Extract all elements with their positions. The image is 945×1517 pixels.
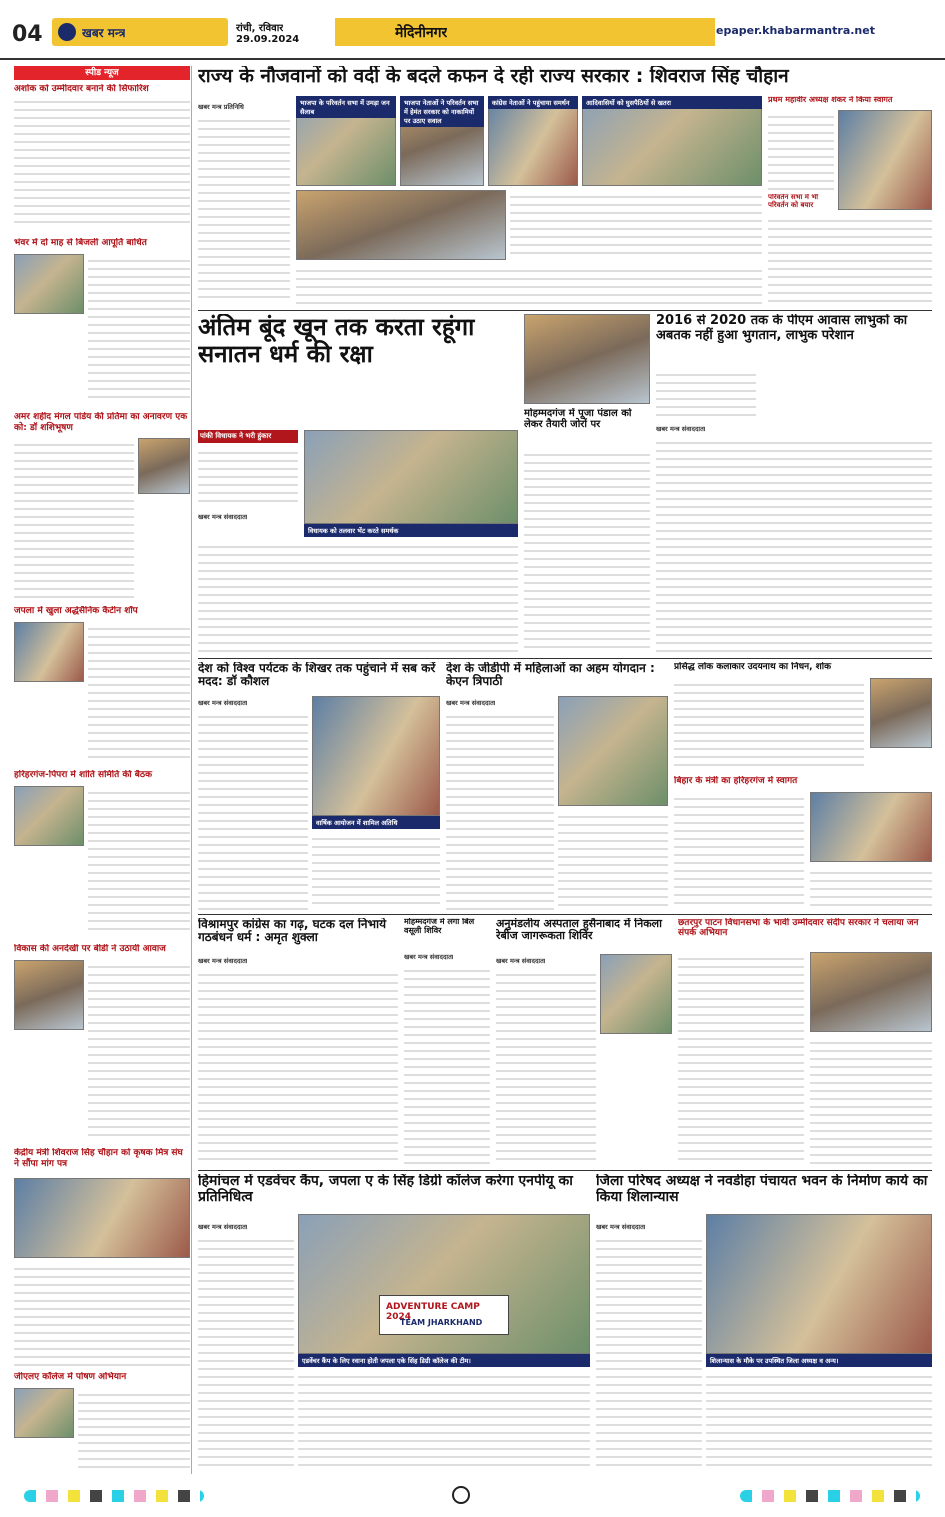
- story10-byline: खबर मन्त्र संवाददाता: [404, 953, 454, 961]
- sidebar-body: [78, 1388, 190, 1472]
- story5-body: [198, 710, 308, 910]
- story11-photo: [600, 954, 672, 1034]
- lead-side-photo: [838, 110, 932, 210]
- lead-side-body-2: [768, 214, 932, 304]
- story11-body: [496, 968, 596, 1166]
- story4-body: [656, 436, 932, 652]
- sidebar-title: हरिहरगंज-पिपरा में शांति समिति की बैठक: [14, 770, 153, 780]
- sidebar-story-4: [14, 606, 190, 766]
- story7-headline: प्रसिद्ध लोक कलाकार उदयनाथ का निधन, शोक: [674, 662, 832, 672]
- story14-byline: खबर मन्त्र संवाददाता: [596, 1223, 646, 1231]
- camp-banner-title: ADVENTURE CAMP 2024: [386, 1302, 480, 1322]
- story-bihar-minister: [674, 776, 932, 912]
- story-artist-death: [674, 662, 932, 772]
- sidebar-photo: [14, 786, 84, 846]
- lead-caption-2: भाजपा नेताओं ने परिवर्तन सभा में हेमंत सरकार को नाकामियों पर उठाए सवाल: [400, 96, 484, 127]
- story2-body: [198, 540, 518, 652]
- story2-photo: [304, 430, 518, 524]
- story3-headline: मोहम्मदगंज में पूजा पंडाल को लेकर तैयारी जोरों पर: [524, 408, 632, 431]
- story2-byline: खबर मन्त्र संवाददाता: [198, 513, 248, 521]
- story11-byline: खबर मन्त्र संवाददाता: [496, 957, 546, 965]
- sidebar-story-3: [14, 412, 190, 602]
- story9-byline: खबर मन्त्र संवाददाता: [198, 957, 248, 965]
- story13-photo: [298, 1214, 590, 1354]
- story6-photo: [558, 696, 668, 806]
- story5-byline: खबर मन्त्र संवाददाता: [198, 699, 248, 707]
- sidebar-photo: [14, 960, 84, 1030]
- camp-banner: [379, 1295, 509, 1335]
- story6-byline: खबर मन्त्र संवाददाता: [446, 699, 496, 707]
- lead-headline: राज्य के नौजवानों को वर्दी के बदले कफन दे रही राज्य सरकार : शिवराज सिंह चौहान: [198, 66, 789, 87]
- sidebar-photo: [138, 438, 190, 494]
- divider: [198, 310, 932, 311]
- story-puja-pandal: [524, 314, 650, 654]
- brand-bar: [52, 18, 228, 46]
- story2-caption: विधायक को तलवार भेंट करते समर्थक: [304, 524, 518, 537]
- color-dots-left: [24, 1490, 204, 1502]
- story11-headline: अनुमंडलीय अस्पताल हुसैनाबाद में निकला रेबीज जागरूकता शिविर: [496, 918, 662, 943]
- sidebar-body: [88, 960, 190, 1140]
- sidebar-story-2: [14, 238, 190, 408]
- story9-body: [198, 968, 398, 1166]
- story8-body: [674, 792, 804, 910]
- story2-intro: [198, 446, 298, 506]
- sidebar-body: [14, 95, 190, 225]
- story6-body-2: [558, 810, 668, 910]
- masthead-city-day: रांची, रविवार: [236, 23, 284, 34]
- sidebar-story-1: [14, 84, 190, 234]
- lead-body-3: [510, 190, 762, 260]
- lead-side-body: [768, 110, 834, 190]
- speed-news-tag: स्पीड न्यूज: [14, 66, 190, 80]
- sidebar-story-7: [14, 1148, 190, 1368]
- sidebar-body: [88, 786, 190, 936]
- camp-banner-sub: TEAM JHARKHAND: [400, 1318, 483, 1327]
- story4-headline: 2016 से 2020 तक के पीएम आवास लाभुकों का अबतक नहीं हुआ भुगतान, लाभुक परेशान: [656, 314, 908, 343]
- lead-caption-1: भाजपा के परिवर्तन सभा में उमड़ा जन सैलाब: [296, 96, 396, 118]
- sidebar-body: [14, 438, 134, 598]
- story-gdp-women: [446, 662, 668, 912]
- story6-body: [446, 710, 554, 910]
- story13-body: [198, 1234, 294, 1472]
- story2-kicker: पांकी विधायक ने भरी हुंकार: [198, 430, 298, 443]
- divider: [198, 914, 932, 915]
- story7-photo: [870, 678, 932, 748]
- epaper-url[interactable]: epaper.khabarmantra.net: [716, 24, 875, 37]
- lead-photo-4: [582, 96, 762, 186]
- divider: [198, 658, 932, 659]
- story14-photo: [706, 1214, 932, 1354]
- story14-caption: शिलान्यास के मौके पर उपस्थित जिला अध्यक्ष व अन्य।: [706, 1354, 932, 1367]
- story5-caption: वार्षिक आयोजन में शामिल अतिथि: [312, 816, 440, 829]
- story8-photo: [810, 792, 932, 862]
- color-dots-right: [740, 1490, 920, 1502]
- masthead-rule: [0, 58, 945, 60]
- story-sanatan: [198, 314, 518, 654]
- story14-body: [596, 1234, 702, 1472]
- sidebar-photo: [14, 622, 84, 682]
- sidebar-body: [88, 254, 190, 404]
- sidebar-title: जपला में खुला अर्द्धसैनिक कैंटीन शॉप: [14, 606, 138, 616]
- sidebar-story-8: [14, 1372, 190, 1472]
- story5-headline: देश को विश्व पर्यटक के शिखर तक पहुंचाने में सब करें मदद: डॉ कौशल: [198, 662, 436, 689]
- page-number: 04: [12, 22, 43, 47]
- lead-photo-3: [488, 96, 578, 186]
- story12-photo: [810, 952, 932, 1032]
- lead-body-2: [296, 264, 762, 304]
- story-pm-awas: [656, 314, 932, 654]
- story14-body-2: [706, 1370, 932, 1472]
- section-bar: [335, 18, 715, 46]
- story8-headline: बिहार के मंत्री का हरिहरगंज में स्वागत: [674, 776, 798, 786]
- sidebar-photo: [14, 254, 84, 314]
- sidebar-title: विकास की अनदेखी पर बीडी ने उठायी आवाज: [14, 944, 166, 954]
- story-panchayat-bhawan: [596, 1174, 932, 1474]
- masthead-date: 29.09.2024: [236, 34, 300, 45]
- story3-body: [524, 448, 650, 652]
- story9-headline: विश्रामपुर कांग्रेस का गढ़, घटक दल निभाये गठबंधन धर्म : अमृत शुक्ला: [198, 918, 387, 945]
- story10-body: [404, 964, 490, 1166]
- lead-caption-4: आदिवासियों को घुसपैठियों से खतरा: [582, 96, 762, 109]
- story12-headline: छतरपुर पाटन विधानसभा के भावी उम्मीदवार संदीप सरकार ने चलाया जन संपर्क अभियान: [678, 918, 919, 939]
- story5-body-2: [312, 832, 440, 910]
- sidebar-photo: [14, 1178, 190, 1258]
- masthead: [0, 0, 945, 62]
- story4-intro: [656, 368, 756, 418]
- sidebar-photo: [14, 1388, 74, 1438]
- story13-caption: एडवेंचर कैंप के लिए रवाना होती जपला एके सिंह डिग्री कॉलेज की टीम।: [298, 1354, 590, 1367]
- sidebar-story-5: [14, 770, 190, 940]
- lead-byline: खबर मन्त्र प्रतिनिधि: [198, 103, 244, 111]
- lead-caption-3: कांग्रेस नेताओं ने पहुंचाया समर्थन: [488, 96, 578, 109]
- lead-side-title: प्रथम महावीर अध्यक्ष शंकर ने किया स्वागत: [768, 96, 893, 104]
- story6-headline: देश के जीडीपी में महिलाओं का अहम योगदान : केएन त्रिपाठी: [446, 662, 655, 689]
- story10-headline: मोहम्मदगंज में लगा बिल वसूली शिविर: [404, 918, 475, 935]
- story13-headline: हिमांचल में एडवेंचर कैंप, जपला ए के सिंह डिग्री कॉलेज करेगा एनपीयू का प्रतिनिधित्व: [198, 1174, 573, 1205]
- story13-body-2: [298, 1370, 590, 1472]
- lead-story: [198, 66, 932, 306]
- story4-byline: खबर मन्त्र संवाददाता: [656, 425, 706, 433]
- lead-side-title-2: परिवर्तन सभा में भी परिवर्तन को बयार: [768, 194, 819, 209]
- story14-headline: जिला परिषद अध्यक्ष ने नवडीहा पंचायत भवन के निर्माण कार्य का किया शिलान्यास: [596, 1174, 928, 1205]
- story8-body-2: [810, 866, 932, 910]
- story-bill-camp: [404, 918, 490, 1168]
- sidebar: [14, 66, 192, 1474]
- sidebar-title: भंवर में दो माह से बिजली आपूर्ति बाधित: [14, 238, 147, 248]
- logo-icon: [58, 23, 76, 41]
- story3-photo: [524, 314, 650, 404]
- story-vishrampur: [198, 918, 398, 1168]
- story13-byline: खबर मन्त्र संवाददाता: [198, 1223, 248, 1231]
- sidebar-title: अशोक को उम्मीदवार बनाने की सिफारिश: [14, 84, 149, 94]
- story5-photo: [312, 696, 440, 816]
- sidebar-title: केंद्रीय मंत्री शिवराज सिंह चौहान को कृषक मित्र संघ ने सौंपा मांग पत्र: [14, 1148, 183, 1169]
- story12-body-2: [810, 1036, 932, 1166]
- story-adventure-camp: [198, 1174, 590, 1474]
- sidebar-title: अमर शहीद मंगल पांडेय की प्रतिमा का अनावरण एक को: डॉ शशिभूषण: [14, 412, 188, 433]
- story-tourism: [198, 662, 440, 912]
- lead-body: [198, 114, 290, 304]
- story-rabies: [496, 918, 672, 1168]
- story-chhatarpur: [678, 918, 932, 1168]
- section-name: मेदिनीनगर: [395, 25, 448, 41]
- footer-bar: [0, 1480, 945, 1517]
- divider: [198, 1170, 932, 1171]
- story2-headline: अंतिम बूंद खून तक करता रहूंगा सनातन धर्म की रक्षा: [198, 314, 475, 368]
- sidebar-body: [14, 1262, 190, 1366]
- sidebar-story-6: [14, 944, 190, 1144]
- story7-body: [674, 678, 864, 770]
- lead-photo-5: [296, 190, 506, 260]
- sidebar-body: [88, 622, 190, 762]
- brand-name: खबर मन्त्र: [82, 26, 126, 40]
- registration-mark-icon: [452, 1486, 470, 1504]
- sidebar-title: जीएलए कॉलेज में पोषण अभियान: [14, 1372, 127, 1382]
- story12-body: [678, 952, 804, 1166]
